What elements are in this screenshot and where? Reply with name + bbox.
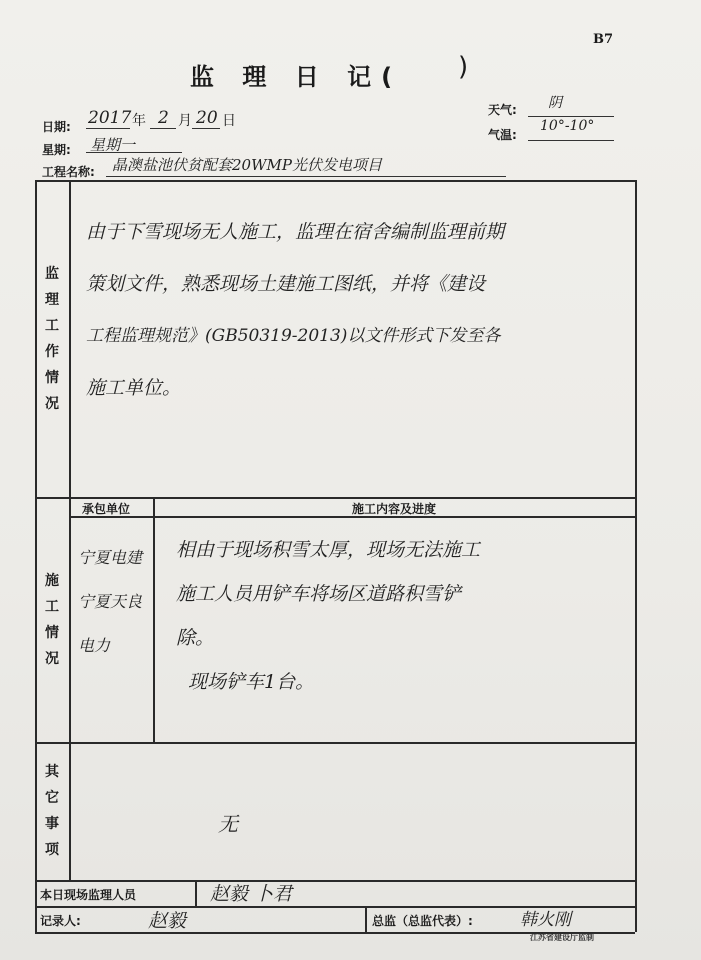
temperature-value: 10°-10° (540, 118, 595, 134)
date-day: 20 (196, 108, 218, 128)
contractor-names: 宁夏电建 宁夏天良 电力 (78, 548, 143, 655)
construction-content (176, 528, 626, 704)
date-label: 日期: (42, 120, 71, 134)
date-year-unit: 年 (132, 113, 146, 129)
other-side-label: 其 它 事 项 (45, 764, 59, 858)
chief-label: 总监（总监代表）: (372, 914, 473, 928)
weather-label: 天气: (488, 103, 517, 117)
construction-line: 相由于现场积雪太厚，现场无法施工 (176, 539, 481, 561)
contractor-column-header: 承包单位 (82, 502, 131, 516)
recorder-name: 赵毅 (148, 910, 187, 932)
date-month: 2 (158, 108, 169, 128)
supervision-line: 由于下雪现场无人施工，监理在宿舍编制监理前期 (86, 221, 505, 243)
issuer-stamp: 江苏省建设厅监制 (530, 933, 594, 942)
title-close-paren: ) (458, 52, 469, 82)
weekday-value: 星期一 (90, 136, 136, 154)
content-column-header: 施工内容及进度 (352, 502, 437, 516)
other-content: 无 (218, 812, 238, 836)
supervision-line: 策划文件，熟悉现场土建施工图纸，并将《建设 (86, 273, 486, 295)
construction-line: 现场铲车1台。 (188, 671, 315, 693)
date-month-unit: 月 (178, 113, 192, 129)
supervision-line: 工程监理规范》(GB50319-2013)以文件形式下发至各 (86, 326, 501, 346)
construction-line: 施工人员用铲车将场区道路积雪铲 (176, 583, 462, 605)
chief-name: 韩火刚 (520, 910, 571, 930)
construction-side-label: 施 工 情 况 (45, 572, 59, 667)
temperature-label: 气温: (488, 128, 517, 142)
staff-names: 赵毅 卜君 (210, 883, 293, 905)
project-name: 晶澳盐池伏贫配套20WMP光伏发电项目 (112, 156, 382, 174)
date-year: 2017 (88, 108, 132, 128)
supervision-content (86, 206, 626, 414)
weather-value: 阴 (548, 95, 562, 111)
recorder-label: 记录人: (40, 914, 81, 928)
document-title: 监 理 日 记( (190, 63, 403, 91)
project-label: 工程名称: (42, 165, 95, 179)
document-code: B7 (593, 32, 614, 47)
staff-label: 本日现场监理人员 (40, 888, 137, 902)
construction-line: 除。 (176, 627, 215, 649)
date-day-unit: 日 (222, 113, 236, 129)
weekday-label: 星期: (42, 143, 71, 157)
supervision-side-label: 监 理 工 作 情 况 (45, 265, 59, 412)
supervision-line: 施工单位。 (86, 377, 182, 399)
